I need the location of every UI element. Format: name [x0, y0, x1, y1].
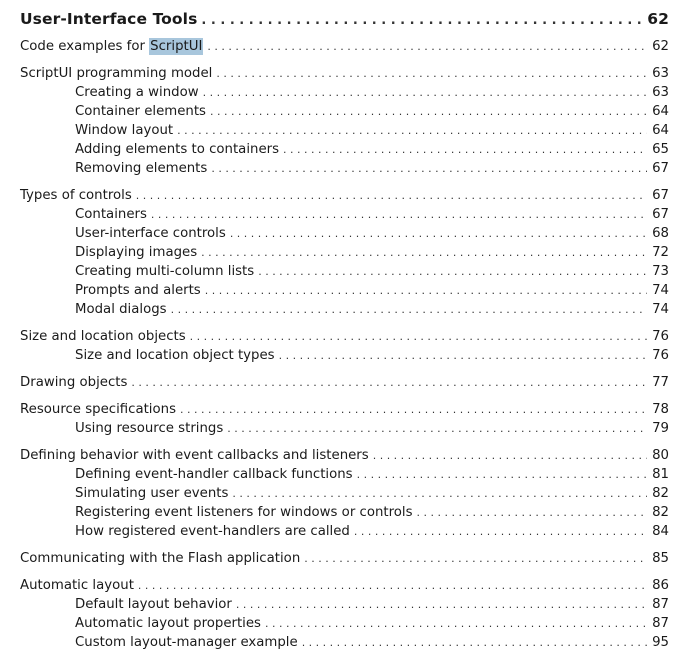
toc-leader-dots: [138, 576, 647, 595]
toc-page-number: 72: [652, 245, 669, 260]
toc-entry[interactable]: [20, 446, 669, 465]
toc-leader-dots: [302, 633, 647, 652]
toc-page-number: 67: [652, 161, 669, 176]
toc-entry-label: Defining behavior with event callbacks and listeners: [20, 448, 369, 463]
toc-entry-label: Window layout: [75, 123, 174, 138]
toc-page-number: 95: [652, 635, 669, 650]
toc-subentry[interactable]: [75, 281, 669, 300]
toc-entry-label: Using resource strings: [75, 421, 224, 436]
toc-entry-label: Modal dialogs: [75, 302, 167, 317]
toc-leader-dots: [136, 186, 647, 205]
toc-page-number: 76: [652, 329, 669, 344]
toc-leader-dots: [283, 140, 647, 159]
toc-page-number: 62: [652, 39, 669, 54]
toc-section-title[interactable]: [20, 8, 669, 30]
toc-entry[interactable]: [20, 186, 669, 205]
toc-entry[interactable]: [20, 576, 669, 595]
toc-entry-label: How registered event-handlers are called: [75, 524, 350, 539]
toc-entry-label: Custom layout-manager example: [75, 635, 298, 650]
toc-entry-label: Adding elements to containers: [75, 142, 280, 157]
toc-page-number: 79: [652, 421, 669, 436]
toc-leader-dots: [357, 465, 647, 484]
toc-subentry[interactable]: [75, 121, 669, 140]
toc-page-number: 64: [652, 123, 669, 138]
toc-leader-dots: [201, 243, 647, 262]
toc-subentry[interactable]: [75, 262, 669, 281]
toc-entry-label: Automatic layout: [20, 578, 134, 593]
toc-entry-label: Registering event listeners for windows or controls: [75, 505, 413, 520]
toc-page-number: 82: [652, 505, 669, 520]
toc-leader-dots: [354, 522, 647, 541]
toc-entry[interactable]: [20, 37, 669, 56]
toc-page-number: 85: [652, 551, 669, 566]
toc-subentry[interactable]: [75, 224, 669, 243]
toc-page-number: 63: [652, 66, 669, 81]
toc-leader-dots: [373, 446, 647, 465]
toc-leader-dots: [207, 37, 647, 56]
toc-entry[interactable]: [20, 327, 669, 346]
toc-leader-dots: [230, 224, 647, 243]
toc-leader-dots: [203, 83, 647, 102]
toc-page-number: 76: [652, 348, 669, 363]
toc-leader-dots: [304, 549, 647, 568]
toc-subentry[interactable]: [75, 614, 669, 633]
toc-leader-dots: [205, 281, 647, 300]
toc-page-number: 74: [652, 302, 669, 317]
toc-leader-dots: [227, 419, 647, 438]
toc-page-number: 67: [652, 188, 669, 203]
toc-leader-dots: [131, 373, 647, 392]
toc-leader-dots: [417, 503, 647, 522]
toc-leader-dots: [211, 159, 647, 178]
toc-entry-label: Simulating user events: [75, 486, 229, 501]
toc-subentry[interactable]: [75, 140, 669, 159]
toc-leader-dots: [236, 595, 647, 614]
toc-subentry[interactable]: [75, 419, 669, 438]
toc-entry-label: Displaying images: [75, 245, 198, 260]
toc-entry-label: Communicating with the Flash application: [20, 551, 301, 566]
toc-page-number: 73: [652, 264, 669, 279]
toc-subentry[interactable]: [75, 484, 669, 503]
toc-entry-label: Removing elements: [75, 161, 208, 176]
toc-entry[interactable]: [20, 549, 669, 568]
toc-subentry[interactable]: [75, 102, 669, 121]
toc-leader-dots: [201, 10, 643, 32]
toc-leader-dots: [171, 300, 647, 319]
toc-subentry[interactable]: [75, 633, 669, 652]
toc-entry-label: Automatic layout properties: [75, 616, 261, 631]
toc-entry-label: Default layout behavior: [75, 597, 232, 612]
toc-entry-label: Defining event-handler callback functions: [75, 467, 353, 482]
toc-leader-dots: [190, 327, 647, 346]
toc-subentry[interactable]: [75, 243, 669, 262]
toc-page-number: 78: [652, 402, 669, 417]
toc-entry-label: User-interface controls: [75, 226, 226, 241]
toc-entry-label: Containers: [75, 207, 147, 222]
toc-page-number: 67: [652, 207, 669, 222]
toc-leader-dots: [232, 484, 647, 503]
toc-entry[interactable]: [20, 373, 669, 392]
toc-entry-label: Types of controls: [20, 188, 132, 203]
toc-leader-dots: [216, 64, 647, 83]
toc-leader-dots: [180, 400, 647, 419]
toc-page-number: 62: [647, 10, 669, 28]
toc-leader-dots: [210, 102, 647, 121]
toc-entry-label: Size and location objects: [20, 329, 186, 344]
toc-page-number: 87: [652, 597, 669, 612]
toc-page-number: 82: [652, 486, 669, 501]
toc-entry-label: Creating multi-column lists: [75, 264, 255, 279]
toc-entry-label: Container elements: [75, 104, 206, 119]
toc-subentry[interactable]: [75, 83, 669, 102]
toc-entry-label: Creating a window: [75, 85, 199, 100]
toc-page-number: 87: [652, 616, 669, 631]
toc-page-number: 64: [652, 104, 669, 119]
toc-page-number: 74: [652, 283, 669, 298]
toc-subentry[interactable]: [75, 595, 669, 614]
toc-page-number: 86: [652, 578, 669, 593]
toc-leader-dots: [279, 346, 647, 365]
toc-leader-dots: [177, 121, 647, 140]
toc-subentry[interactable]: [75, 300, 669, 319]
toc-page-number: 77: [652, 375, 669, 390]
toc-leader-dots: [265, 614, 647, 633]
toc-subentry[interactable]: [75, 465, 669, 484]
toc-leader-dots: [151, 205, 647, 224]
toc-title-label: User-Interface Tools: [20, 10, 198, 28]
toc-subentry[interactable]: [75, 503, 669, 522]
toc-entry-label: Size and location object types: [75, 348, 275, 363]
toc-leader-dots: [258, 262, 647, 281]
toc-subentry[interactable]: [75, 346, 669, 365]
toc-entry-label: Drawing objects: [20, 375, 128, 390]
toc-entry-label-prefix: Code examples for: [20, 39, 150, 54]
toc-page-number: 80: [652, 448, 669, 463]
toc-page-number: 65: [652, 142, 669, 157]
toc-entry-label: Prompts and alerts: [75, 283, 201, 298]
toc-entry[interactable]: [20, 400, 669, 419]
toc-entry-label: Resource specifications: [20, 402, 176, 417]
toc-page-number: 63: [652, 85, 669, 100]
toc-subentry[interactable]: [75, 205, 669, 224]
toc-subentry[interactable]: [75, 522, 669, 541]
toc-entry-label: ScriptUI programming model: [20, 66, 213, 81]
toc-page-number: 68: [652, 226, 669, 241]
toc-subentry[interactable]: [75, 159, 669, 178]
toc-page-number: 84: [652, 524, 669, 539]
toc-entry[interactable]: [20, 64, 669, 83]
toc-page-number: 81: [652, 467, 669, 482]
toc-entry-label: [20, 37, 207, 56]
search-highlight: ScriptUI: [150, 39, 203, 54]
